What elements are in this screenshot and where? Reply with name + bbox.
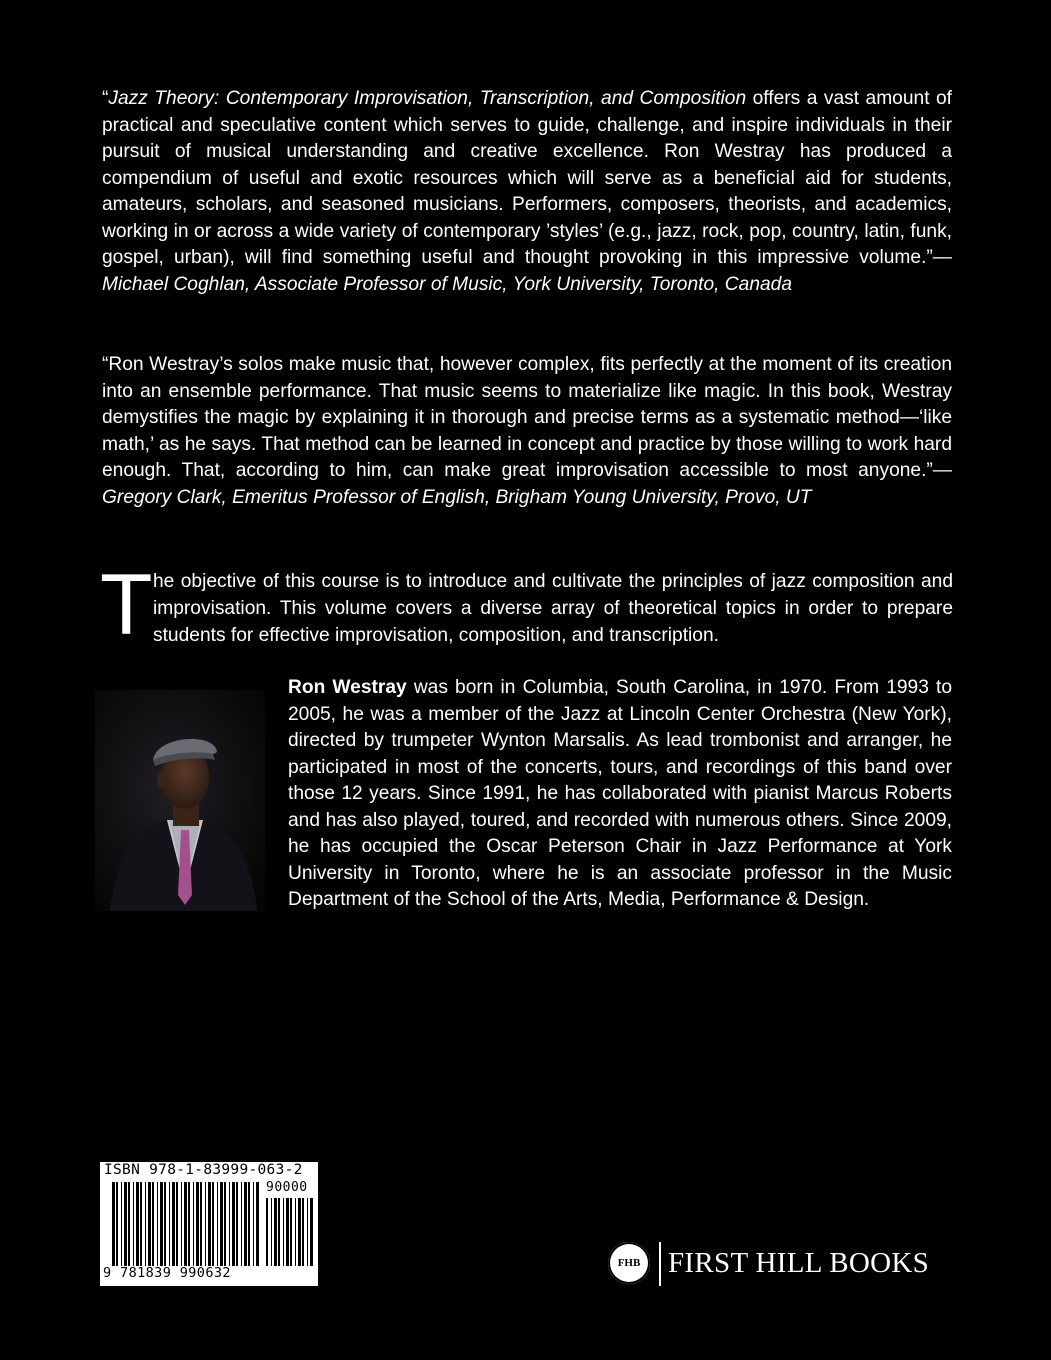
barcode-bar [188,1182,190,1266]
barcode-bar [196,1182,199,1266]
barcode-bar [229,1182,230,1266]
barcode-bar [164,1182,166,1266]
author-portrait-image [95,690,265,911]
quote-body: offers a vast amount of practical and speculative content which serves to guide, challenge, and inspire individuals in their pursuit of musical understanding and creative excellence. Ron Westray has produced a compendium of useful and exotic resources which will serve as a beneficial aid for students, amateurs, scholars, and seasoned musicians. Performers, composers, theorists, and academics, working in or across a wide variety of contemporary ’styles’ (e.g., jazz, rock, pop, country, latin, funk, gospel, urban), will find something useful and thought provoking in this impressive volume.”— [102,88,952,268]
barcode-bar [193,1182,194,1266]
barcode-bar [283,1198,284,1266]
barcode-bar [160,1182,163,1266]
barcode-bar [256,1182,259,1266]
barcode-bar [271,1198,272,1266]
barcode-bar [286,1198,289,1266]
barcode-bar [302,1198,304,1266]
quote-attribution: Gregory Clark, Emeritus Professor of English, Brigham Young University, Provo, UT [102,486,812,508]
barcode-bar [266,1198,268,1266]
barcode-bar [152,1182,154,1266]
barcode-bar [241,1182,242,1266]
barcode-bar [205,1182,206,1266]
barcode-bar [212,1182,214,1266]
intro-text: he objective of this course is to introduce and cultivate the principles of jazz composition and improvisation. This volume covers a diverse array of theoretical topics in order to prepare students for effective improvisation, composition, and transcription. [153,571,953,646]
review-quote-clark [102,352,952,511]
barcode-bar [307,1198,308,1266]
barcode-bar [236,1182,238,1266]
barcode-bar [217,1182,218,1266]
barcode-bar [157,1182,158,1266]
barcode-bar [274,1198,277,1266]
publisher-name: FIRST HILL BOOKS [668,1247,929,1279]
drop-cap: T [100,557,153,653]
barcode-bar [224,1182,226,1266]
barcode-digits: 9 781839 990632 [103,1265,231,1281]
barcode-bar [140,1182,142,1266]
barcode-bar [248,1182,250,1266]
barcode-bar [244,1182,247,1266]
barcode-bar [295,1198,296,1266]
review-quote-coghlan: “Jazz Theory: Contemporary Improvisation, Transcription, and Composition offers a vast amount of practical and speculative content which serves to guide, challenge, and inspire individuals in their pursuit of musical understanding and creative excellence. Ron Westray has produced a compendium of useful and exotic resources which will serve as a beneficial aid for students, amateurs, scholars, and seasoned musicians. Performers, composers, theorists, and academics, working in or across a wide variety of contemporary ’styles’ (e.g., jazz, rock, pop, country, latin, funk, gospel, urban), will find something useful and thought provoking in this impressive volume.”— Michael Coghlan, Associate Professor of Music, York University, Toronto, Canada [102,88,952,295]
barcode-bar [145,1182,146,1266]
barcode-bar [220,1182,223,1266]
barcode-bar [124,1182,127,1266]
barcode-bar [176,1182,178,1266]
bio-text: was born in Columbia, South Carolina, in 1970. From 1993 to 2005, he was a member of the Jazz at Lincoln Center Orchestra (New York), directed by trumpeter Wynton Marsalis. As lead trombonist and arranger, he participated in most of the concerts, tours, and recordings of this band over those 12 years. Since 1991, he has collaborated with pianist Marcus Roberts and has also played, toured, and recorded with numerous others. Since 2009, he has occupied the Oscar Peterson Chair in Jazz Performance at York University in Toronto, where he is an associate professor in the Music Department of the School of the Arts, Media, Performance & Design. [288,677,952,910]
logo-divider [659,1242,661,1286]
barcode-bar [181,1182,182,1266]
price-code: 90000 [266,1180,308,1195]
barcode-bar [290,1198,292,1266]
isbn-label: ISBN 978-1-83999-063-2 [104,1162,303,1178]
isbn-barcode [100,1162,318,1286]
barcode-bar [172,1182,175,1266]
book-title: Jazz Theory: Contemporary Improvisation, Transcription, and Composition [108,88,747,109]
barcode-bar [253,1182,254,1266]
barcode-bar [169,1182,170,1266]
quote-attribution: Michael Coghlan, Associate Professor of Music, York University, Toronto, Canada [102,273,793,295]
barcode-bar [116,1182,118,1266]
author-name: Ron Westray [288,677,407,698]
barcode-bar [278,1198,280,1266]
barcode-bar [112,1182,115,1266]
barcode-bar [310,1198,313,1266]
barcode-bar [200,1182,202,1266]
barcode-bar [133,1182,134,1266]
barcode-bar [232,1182,235,1266]
author-photo [95,690,265,911]
publisher-logo [608,1242,958,1288]
fhb-emblem-icon: FHB [608,1242,650,1284]
barcode-bar [148,1182,151,1266]
barcode-bar [208,1182,211,1266]
barcode-bar [128,1182,130,1266]
quote-body: “Ron Westray’s solos make music that, however complex, fits perfectly at the moment of its creation into an ensemble performance. That music seems to materialize like magic. In this book, Westray demystifies the magic by explaining it in thorough and precise terms as a systematic method—‘like math,’ as he says. That method can be learned in concept and practice by those willing to work hard enough. That, according to him, can make great improvisation accessible to most anyone.”— [102,354,952,481]
barcode-bar [121,1182,122,1266]
author-bio [288,675,952,914]
barcode-bar [136,1182,139,1266]
barcode-bar [184,1182,187,1266]
barcode-bar [298,1198,301,1266]
